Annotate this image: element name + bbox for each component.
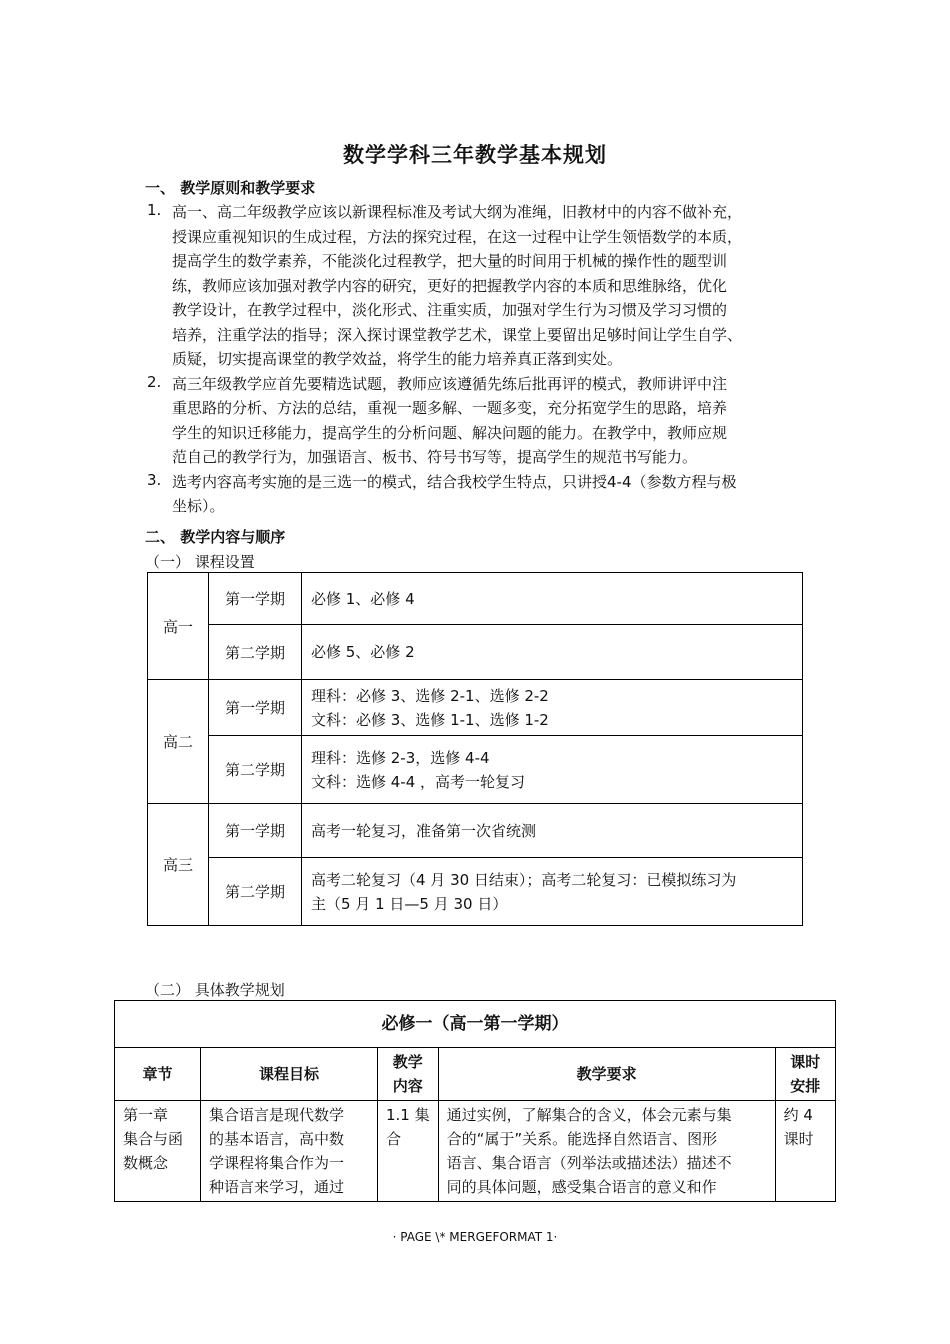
list-item-line: 学生的知识迁移能力，提高学生的分析问题、解决问题的能力。在教学中，教师应规	[172, 423, 728, 442]
grade-cell: 高二	[148, 680, 209, 804]
course-setup-table	[147, 572, 803, 926]
list-item-line: 教学设计，在教学过程中，淡化形式、注重实质，加强对学生行为习惯及学习习惯的	[172, 301, 728, 319]
list-item-line: 授课应重视知识的生成过程，方法的探究过程，在这一过程中让学生领悟数学的本质，	[172, 227, 743, 246]
term-cell: 第一学期	[209, 804, 302, 858]
header-content: 教学 内容	[378, 1048, 439, 1101]
table-row	[148, 804, 803, 858]
table-row	[148, 625, 803, 680]
table-row	[148, 736, 803, 804]
cell-line: 约 4	[783, 1106, 813, 1124]
grade-cell: 高三	[148, 804, 209, 926]
cell-line: 课时	[783, 1130, 814, 1148]
cell-line: 语言、集合语言（列举法或描述法）描述不	[446, 1154, 732, 1172]
course-cell	[302, 804, 803, 858]
course-line: 文科：选修 4-4 ，高考一轮复习	[311, 772, 526, 791]
course-cell	[302, 680, 803, 736]
plan-table-caption: 必修一（高一第一学期）	[115, 1001, 836, 1048]
cell-line: 1.1 集	[386, 1106, 430, 1124]
list-item-line: 高一、高二年级教学应该以新课程标准及考试大纲为准绳，旧教材中的内容不做补充，	[172, 203, 743, 221]
table-row	[115, 1101, 836, 1202]
course-line: 必修 1、必修 4	[311, 589, 415, 608]
page-title: 数学学科三年教学基本规划	[343, 143, 607, 167]
course-cell	[302, 736, 803, 804]
cell-hours	[775, 1101, 835, 1202]
term-cell: 第二学期	[209, 858, 302, 926]
cell-line: 合	[386, 1130, 402, 1148]
section-heading-2: 二、 教学内容与顺序	[145, 528, 286, 546]
cell-line: 合的“属于”关系。能选择自然语言、图形	[446, 1130, 718, 1148]
list-item-line: 范自己的教学行为，加强语言、板书、符号书写等，提高学生的规范书写能力。	[172, 448, 698, 466]
table-row	[148, 573, 803, 625]
course-line: 高考一轮复习，准备第一次省统测	[311, 821, 537, 840]
course-cell	[302, 858, 803, 926]
list-item-line: 培养，注重学法的指导；深入探讨课堂教学艺术，课堂上要留出足够时间让学生自学、	[172, 325, 743, 344]
table-row	[148, 858, 803, 926]
course-cell	[302, 625, 803, 680]
cell-line: 的基本语言，高中数	[209, 1130, 345, 1148]
list-item-number: 3.	[147, 470, 162, 489]
cell-req	[438, 1101, 775, 1202]
list-item-line: 提高学生的数学素养，不能淡化过程教学，把大量的时间用于机械的操作性的题型训	[172, 252, 728, 270]
subheading-teaching-plan: （二） 具体教学规划	[145, 981, 285, 999]
cell-line: 同的具体问题，感受集合语言的意义和作	[446, 1178, 717, 1196]
list-item-line: 选考内容高考实施的是三选一的模式，结合我校学生特点，只讲授4-4（参数方程与极	[172, 472, 737, 491]
list-item-line: 练，教师应该加强对教学内容的研究，更好的把握教学内容的本质和思维脉络，优化	[172, 276, 728, 295]
table-row	[148, 680, 803, 736]
course-cell	[302, 573, 803, 625]
cell-line: 种语言来学习，通过	[209, 1178, 345, 1196]
cell-goal	[201, 1101, 378, 1202]
cell-chapter	[115, 1101, 201, 1202]
course-line: 理科：必修 3、选修 2-1、选修 2-2	[311, 686, 549, 705]
cell-line: 学课程将集合作为一	[209, 1154, 345, 1172]
course-line: 文科：必修 3、选修 1-1、选修 1-2	[311, 710, 549, 729]
course-line: 主（5 月 1 日—5 月 30 日）	[311, 894, 508, 913]
header-hours: 课时 安排	[775, 1048, 835, 1101]
cell-line: 第一章	[123, 1106, 169, 1124]
course-line: 必修 5、必修 2	[311, 643, 415, 661]
cell-line: 集合与函	[123, 1130, 184, 1148]
cell-content	[378, 1101, 439, 1202]
course-line: 理科：选修 2-3，选修 4-4	[311, 748, 490, 767]
header-requirement: 教学要求	[438, 1048, 775, 1101]
list-item-line: 重思路的分析、方法的总结，重视一题多解、一题多变，充分拓宽学生的思路，培养	[172, 399, 728, 417]
list-item-number: 1.	[147, 201, 162, 219]
list-item-line: 坐标）。	[172, 497, 225, 515]
cell-line: 数概念	[123, 1154, 169, 1172]
list-item-number: 2.	[147, 372, 162, 391]
term-cell: 第一学期	[209, 680, 302, 736]
list-item-line: 质疑，切实提高课堂的教学效益，将学生的能力培养真正落到实处。	[172, 350, 623, 368]
subheading-course-setup: （一） 课程设置	[145, 553, 255, 571]
page-footer: · PAGE \* MERGEFORMAT 1·	[392, 1230, 558, 1244]
grade-cell: 高一	[148, 573, 209, 680]
term-cell: 第二学期	[209, 625, 302, 680]
header-chapter: 章节	[115, 1048, 201, 1101]
term-cell: 第二学期	[209, 736, 302, 804]
cell-line: 集合语言是现代数学	[209, 1106, 345, 1124]
header-goal: 课程目标	[201, 1048, 378, 1101]
cell-line: 通过实例，了解集合的含义，体会元素与集	[446, 1106, 732, 1124]
course-line: 高考二轮复习（4 月 30 日结束）；高考二轮复习：已模拟练习为	[311, 870, 737, 889]
term-cell: 第一学期	[209, 573, 302, 625]
section-heading-1: 一、 教学原则和教学要求	[145, 179, 316, 197]
teaching-plan-table	[114, 1000, 836, 1202]
list-item-line: 高三年级教学应首先要精选试题，教师应该遵循先练后批再评的模式，教师讲评中注	[172, 374, 728, 393]
